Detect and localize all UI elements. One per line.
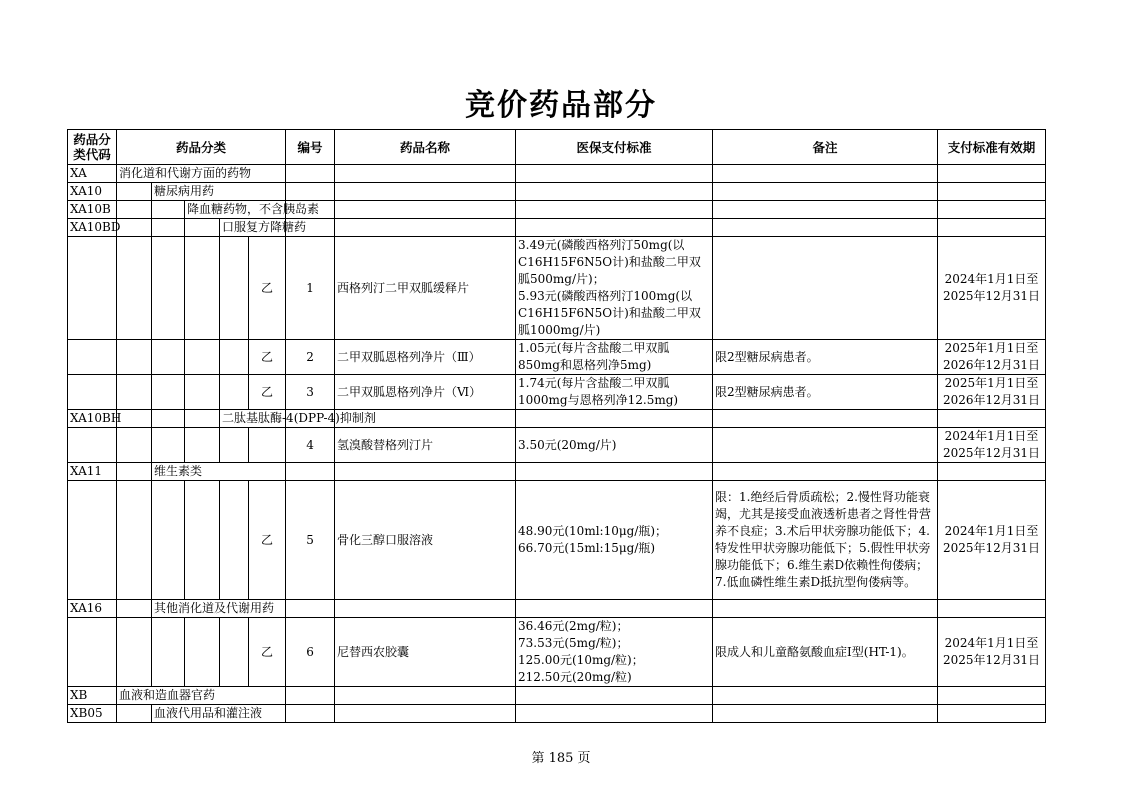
drug-number: 1 — [286, 237, 335, 340]
drug-standard: 1.74元(每片含盐酸二甲双胍1000mg与恩格列净12.5mg) — [516, 375, 713, 410]
drug-standard: 1.05元(每片含盐酸二甲双胍850mg和恩格列净5mg) — [516, 340, 713, 375]
category-label: 口服复方降糖药 — [220, 219, 286, 237]
drug-row — [68, 481, 1046, 600]
category-code: XB — [68, 687, 117, 705]
category-label: 其他消化道及代谢用药 — [152, 600, 286, 618]
category-code: XA10BH — [68, 410, 117, 428]
category-row — [68, 165, 1046, 183]
header-category: 药品分类 — [117, 130, 286, 165]
category-code: XB05 — [68, 705, 117, 723]
category-code: XA16 — [68, 600, 117, 618]
category-label: 二肽基肽酶-4(DPP-4)抑制剂 — [220, 410, 286, 428]
drug-validity: 2025年1月1日至 2026年12月31日 — [938, 375, 1046, 410]
category-label: 糖尿病用药 — [152, 183, 286, 201]
drug-grade: 乙 — [249, 340, 286, 375]
category-label: 消化道和代谢方面的药物 — [117, 165, 286, 183]
drug-validity: 2024年1月1日至 2025年12月31日 — [938, 618, 1046, 687]
drug-remark: 限2型糖尿病患者。 — [713, 340, 938, 375]
header-validity: 支付标准有效期 — [938, 130, 1046, 165]
drug-number: 6 — [286, 618, 335, 687]
drug-validity: 2024年1月1日至 2025年12月31日 — [938, 237, 1046, 340]
page-title: 竞价药品部分 — [465, 88, 657, 123]
category-label: 血液和造血器官药 — [117, 687, 286, 705]
header-remark: 备注 — [713, 130, 938, 165]
category-row — [68, 600, 1046, 618]
drug-number: 2 — [286, 340, 335, 375]
drug-remark: 限：1.绝经后骨质疏松；2.慢性肾功能衰竭，尤其是接受血液透析患者之肾性骨营养不良症；3.术后甲状旁腺功能低下；4.特发性甲状旁腺功能低下；5.假性甲状旁腺功能低下；6.维生素D依赖性佝偻病；7.低血磷性维生素D抵抗型佝偻病等。 — [713, 481, 938, 600]
drug-row — [68, 340, 1046, 375]
drug-row — [68, 375, 1046, 410]
category-row — [68, 687, 1046, 705]
category-code: XA10 — [68, 183, 117, 201]
drug-grade — [249, 428, 286, 463]
drug-remark: 限成人和儿童酪氨酸血症Ⅰ型(HT-1)。 — [713, 618, 938, 687]
category-row — [68, 219, 1046, 237]
drug-validity: 2025年1月1日至 2026年12月31日 — [938, 340, 1046, 375]
drug-standard: 3.49元(磷酸西格列汀50mg(以C16H15F6N5O计)和盐酸二甲双胍500mg/片)； 5.93元(磷酸西格列汀100mg(以C16H15F6N5O计)和盐酸二甲双胍1000mg/片) — [516, 237, 713, 340]
header-code: 药品分 类代码 — [68, 130, 117, 165]
category-code: XA10BD — [68, 219, 117, 237]
category-code: XA — [68, 165, 117, 183]
drug-grade: 乙 — [249, 237, 286, 340]
drug-remark: 限2型糖尿病患者。 — [713, 375, 938, 410]
category-row — [68, 201, 1046, 219]
drug-remark — [713, 428, 938, 463]
header-name: 药品名称 — [335, 130, 516, 165]
drug-remark — [713, 237, 938, 340]
drug-name: 骨化三醇口服溶液 — [335, 481, 516, 600]
drug-validity: 2024年1月1日至 2025年12月31日 — [938, 481, 1046, 600]
category-row — [68, 183, 1046, 201]
drug-number: 4 — [286, 428, 335, 463]
drug-grade: 乙 — [249, 618, 286, 687]
drug-standard: 48.90元(10ml:10μg/瓶)； 66.70元(15ml:15μg/瓶) — [516, 481, 713, 600]
drug-name: 尼替西农胶囊 — [335, 618, 516, 687]
category-row — [68, 705, 1046, 723]
drug-standard: 3.50元(20mg/片) — [516, 428, 713, 463]
drug-row — [68, 618, 1046, 687]
header-standard: 医保支付标准 — [516, 130, 713, 165]
drug-grade: 乙 — [249, 481, 286, 600]
drug-name: 西格列汀二甲双胍缓释片 — [335, 237, 516, 340]
header-row — [68, 130, 1046, 165]
drug-number: 5 — [286, 481, 335, 600]
category-row — [68, 463, 1046, 481]
drug-row — [68, 237, 1046, 340]
drug-standard: 36.46元(2mg/粒)； 73.53元(5mg/粒)； 125.00元(10mg/粒)； 212.50元(20mg/粒) — [516, 618, 713, 687]
drug-validity: 2024年1月1日至 2025年12月31日 — [938, 428, 1046, 463]
category-row — [68, 410, 1046, 428]
category-label: 维生素类 — [152, 463, 286, 481]
drug-grade: 乙 — [249, 375, 286, 410]
category-label: 降血糖药物，不含胰岛素 — [185, 201, 286, 219]
drug-name: 二甲双胍恩格列净片（Ⅲ） — [335, 340, 516, 375]
category-code: XA11 — [68, 463, 117, 481]
drug-number: 3 — [286, 375, 335, 410]
category-code: XA10B — [68, 201, 117, 219]
category-label: 血液代用品和灌注液 — [152, 705, 286, 723]
drug-name: 二甲双胍恩格列净片（Ⅵ） — [335, 375, 516, 410]
page-number: 第 185 页 — [531, 751, 591, 766]
drug-row — [68, 428, 1046, 463]
drug-name: 氢溴酸替格列汀片 — [335, 428, 516, 463]
header-no: 编号 — [286, 130, 335, 165]
drug-table — [67, 129, 1046, 723]
